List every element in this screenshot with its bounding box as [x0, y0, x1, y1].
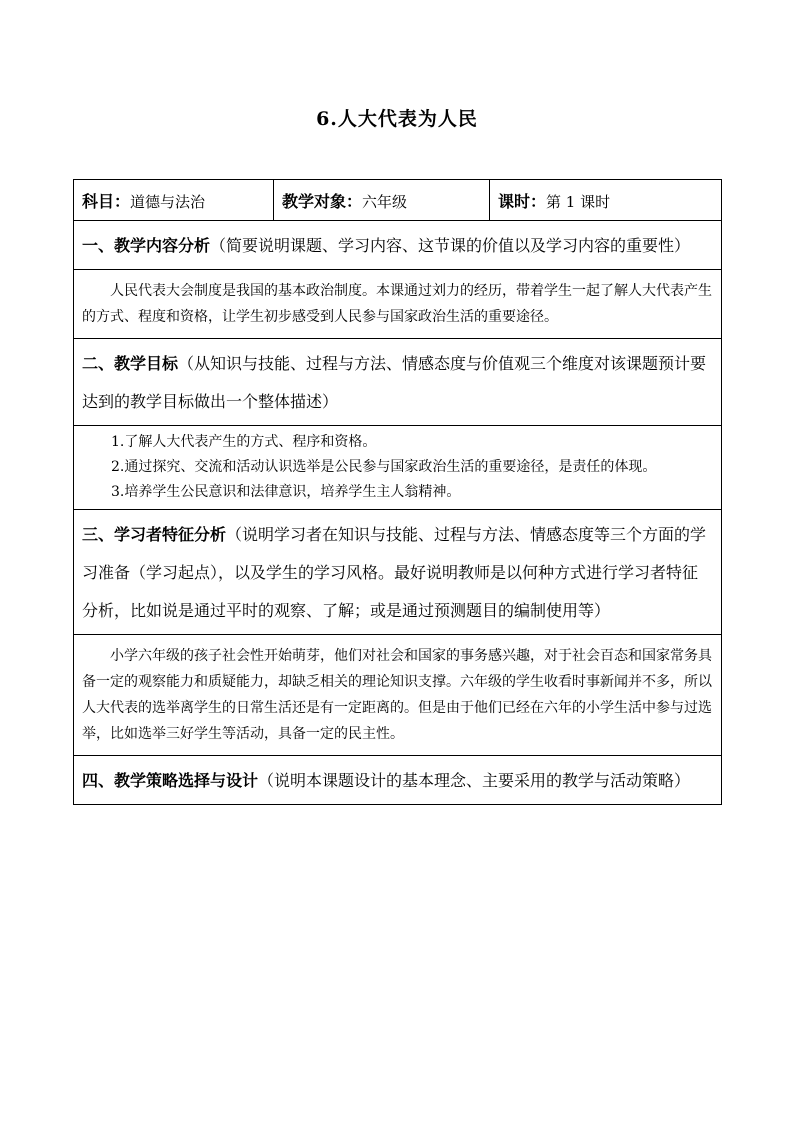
section-3-header-row — [74, 510, 722, 635]
section-4-note: （说明本课题设计的基本理念、主要采用的教学与活动策略） — [258, 771, 691, 790]
section-2-note: （从知识与技能、过程与方法、情感态度与价值观三个维度对该课题预计要达到的教学目标做出一个整体描述） — [82, 354, 707, 411]
lesson-plan-table — [73, 179, 722, 805]
section-2-header-row — [74, 339, 722, 426]
goal-item-2: 2.通过探究、交流和活动认识选举是公民参与国家政治生活的重要途径，是责任的体现。 — [111, 459, 657, 475]
section-2-list — [74, 426, 722, 510]
section-3-header — [74, 510, 722, 635]
section-1-content-cell — [74, 270, 722, 339]
subject-value: 道德与法治 — [130, 192, 206, 211]
section-1-content: 人民代表大会制度是我国的基本政治制度。本课通过刘力的经历，带着学生一起了解人大代表产生的方式、程度和资格，让学生初步感受到人民参与国家政治生活的重要途径。 — [82, 283, 712, 325]
section-2-content-row — [74, 426, 722, 510]
section-3-content-row — [74, 635, 722, 756]
target-value: 六年级 — [362, 192, 408, 211]
section-4-header-row — [74, 756, 722, 805]
section-3-content: 小学六年级的孩子社会性开始萌芽，他们对社会和国家的事务感兴趣，对于社会百态和国家常务具备一定的观察能力和质疑能力，却缺乏相关的理论知识支撑。六年级的学生收看时事新闻并不多，所以人大代表的选举离学生的日常生活还是有一定距离的。但是由于他们已经在六年的小学生活中参与过选举，比如选举三好学生等活动，具备一定的民主性。 — [82, 648, 712, 742]
section-3-content-cell — [74, 635, 722, 756]
section-1-header-row — [74, 221, 722, 270]
section-4-heading: 四、教学策略选择与设计 — [82, 771, 259, 790]
goal-item-1: 1.了解人大代表产生的方式、程序和资格。 — [111, 434, 377, 450]
period-value: 第 1 课时 — [546, 192, 611, 211]
section-1-content-row — [74, 270, 722, 339]
section-2-heading: 二、教学目标 — [82, 354, 179, 373]
target-label: 教学对象： — [282, 191, 363, 211]
section-3-note: （说明学习者在知识与技能、过程与方法、情感态度等三个方面的学习准备（学习起点），以及学生的学习风格。最好说明教师是以何种方式进行学习者特征分析，比如说是通过平时的观察、了解；或是通过预测题目的编制使用等） — [82, 525, 707, 620]
subject-label: 科目： — [82, 191, 131, 211]
page-title: 6.人大代表为人民 — [316, 108, 478, 130]
section-1-note: （简要说明课题、学习内容、这节课的价值以及学习内容的重要性） — [210, 236, 691, 255]
section-1-heading: 一、教学内容分析 — [82, 236, 211, 255]
section-3-heading: 三、学习者特征分析 — [82, 525, 227, 544]
section-4-header — [74, 756, 722, 805]
goal-item-3: 3.培养学生公民意识和法律意识，培养学生主人翁精神。 — [111, 484, 461, 500]
subject-cell — [74, 180, 274, 221]
target-cell — [274, 180, 490, 221]
info-row — [74, 180, 722, 221]
period-label: 课时： — [498, 191, 547, 211]
period-cell — [490, 180, 722, 221]
section-1-header — [74, 221, 722, 270]
section-2-header — [74, 339, 722, 426]
